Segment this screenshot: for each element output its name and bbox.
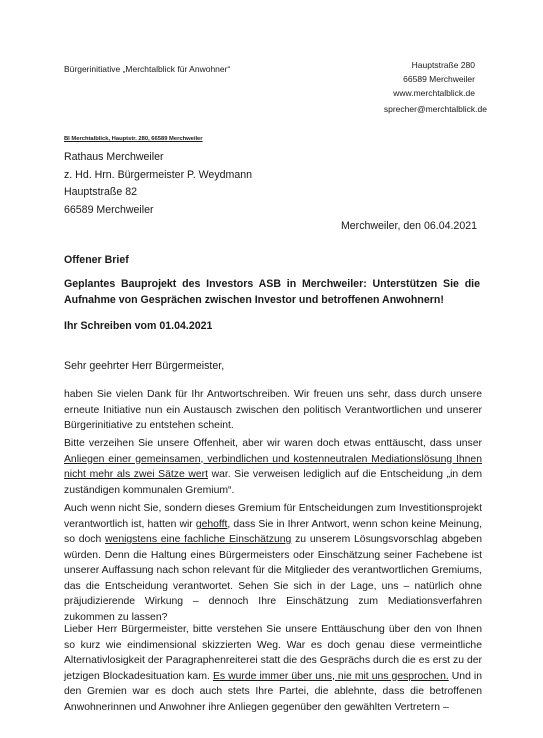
- paragraph-text: Und in den Gremien war es doch auch stets Ihre Partei, die ablehnte, dass die betroffenen Anwohnerinnen und Anwohner ihre Anliegen gegenüber den gewählten Vertretern –: [64, 670, 482, 713]
- salutation: Sehr geehrter Herr Bürgermeister,: [64, 360, 225, 372]
- return-address: BI Merchtalblick, Hauptstr. 280, 66589 Merchweiler: [64, 136, 203, 142]
- body-paragraph-4: [64, 622, 482, 715]
- sender-city: 66589 Merchweiler: [403, 74, 475, 84]
- sender-name: Bürgerinitiative „Merchtalblick für Anwohner“: [64, 64, 231, 74]
- paragraph-text: zu unserem Lösungsvorschlag abgeben würden. Denn die Haltung eines Bürgermeisters oder Einschätzung seiner Fachebene ist unserer Auffassung nach schon relevant für die Mitglieder des verantwortlichen Gremiums, das die Entscheidung verantwortet. Sehen Sie sich in der Lage, uns – natürlich ohne präjudizierende Wirkung – dennoch Ihre Einschätzung zum Mediationsverfahren zukommen zu lassen?: [64, 534, 482, 623]
- body-paragraph-1: haben Sie vielen Dank für Ihr Antwortschreiben. Wir freuen uns sehr, dass durch unsere erneute Initiative nun ein Austausch zwischen den politisch Verantwortlichen und unserer Bürgerinitiative zu entstehen scheint.: [64, 389, 482, 431]
- recipient-address: [64, 149, 252, 219]
- underlined-text: Es wurde immer über uns, nie mit uns gesprochen.: [212, 670, 449, 682]
- recipient-line: 66589 Merchweiler: [64, 203, 154, 216]
- paragraph-text: war. Sie verweisen lediglich auf die Entscheidung „in dem zuständigen kommunalen Gremium“.: [64, 469, 483, 496]
- paragraph-text: Bitte verzeihen Sie unsere Offenheit, aber wir waren doch etwas enttäuscht, dass unser: [64, 438, 482, 449]
- letter-type: Offener Brief: [64, 254, 129, 266]
- underlined-text: gehofft: [195, 518, 228, 530]
- letter-date: Merchweiler, den 06.04.2021: [340, 220, 477, 232]
- recipient-line: z. Hd. Hrn. Bürgermeister P. Weydmann: [64, 168, 253, 181]
- sender-email: sprecher@merchtalblick.de: [383, 104, 487, 114]
- sender-street: Hauptstraße 280: [411, 60, 475, 70]
- recipient-line: Hauptstraße 82: [64, 186, 138, 198]
- underlined-text: wenigstens eine fachliche Einschätzung: [105, 534, 292, 545]
- reference-line: Ihr Schreiben vom 01.04.2021: [64, 320, 213, 332]
- recipient-line: Rathaus Merchweiler: [64, 151, 164, 163]
- paragraph-text: Lieber Herr Bürgermeister, bitte verstehen Sie unsere Enttäuschung über den von Ihnen so kurz wie eindimensional skizzierten Weg. War es doch genau diese vermeintliche Alternativlosigkeit der Paragraphenreiterei statt die des Gesprächs durch die es erst zu der jetzigen Blockadesituation kam.: [64, 624, 482, 682]
- paragraph-text: , dass Sie in Ihrer Antwort, wenn schon keine Meinung, so doch: [64, 518, 482, 545]
- letter-subject: Geplantes Bauprojekt des Investors ASB in Merchweiler: Unterstützen Sie die Aufnahme von Gesprächen zwischen Investor und betroffenen Anwohnern!: [64, 278, 480, 306]
- body-paragraph-3: [64, 501, 482, 625]
- underlined-text: Anliegen einer gemeinsamen, verbindlichen und kostenneutralen Mediationslösung Ihnen nicht mehr als zwei Sätze wert: [64, 453, 482, 480]
- body-paragraph-2: [64, 436, 482, 498]
- paragraph-text: Auch wenn nicht Sie, sondern dieses Gremium für Entscheidungen zum Investitionsprojekt verantwortlich ist, hatten wir: [64, 503, 482, 530]
- sender-website: www.merchtalblick.de: [393, 88, 475, 98]
